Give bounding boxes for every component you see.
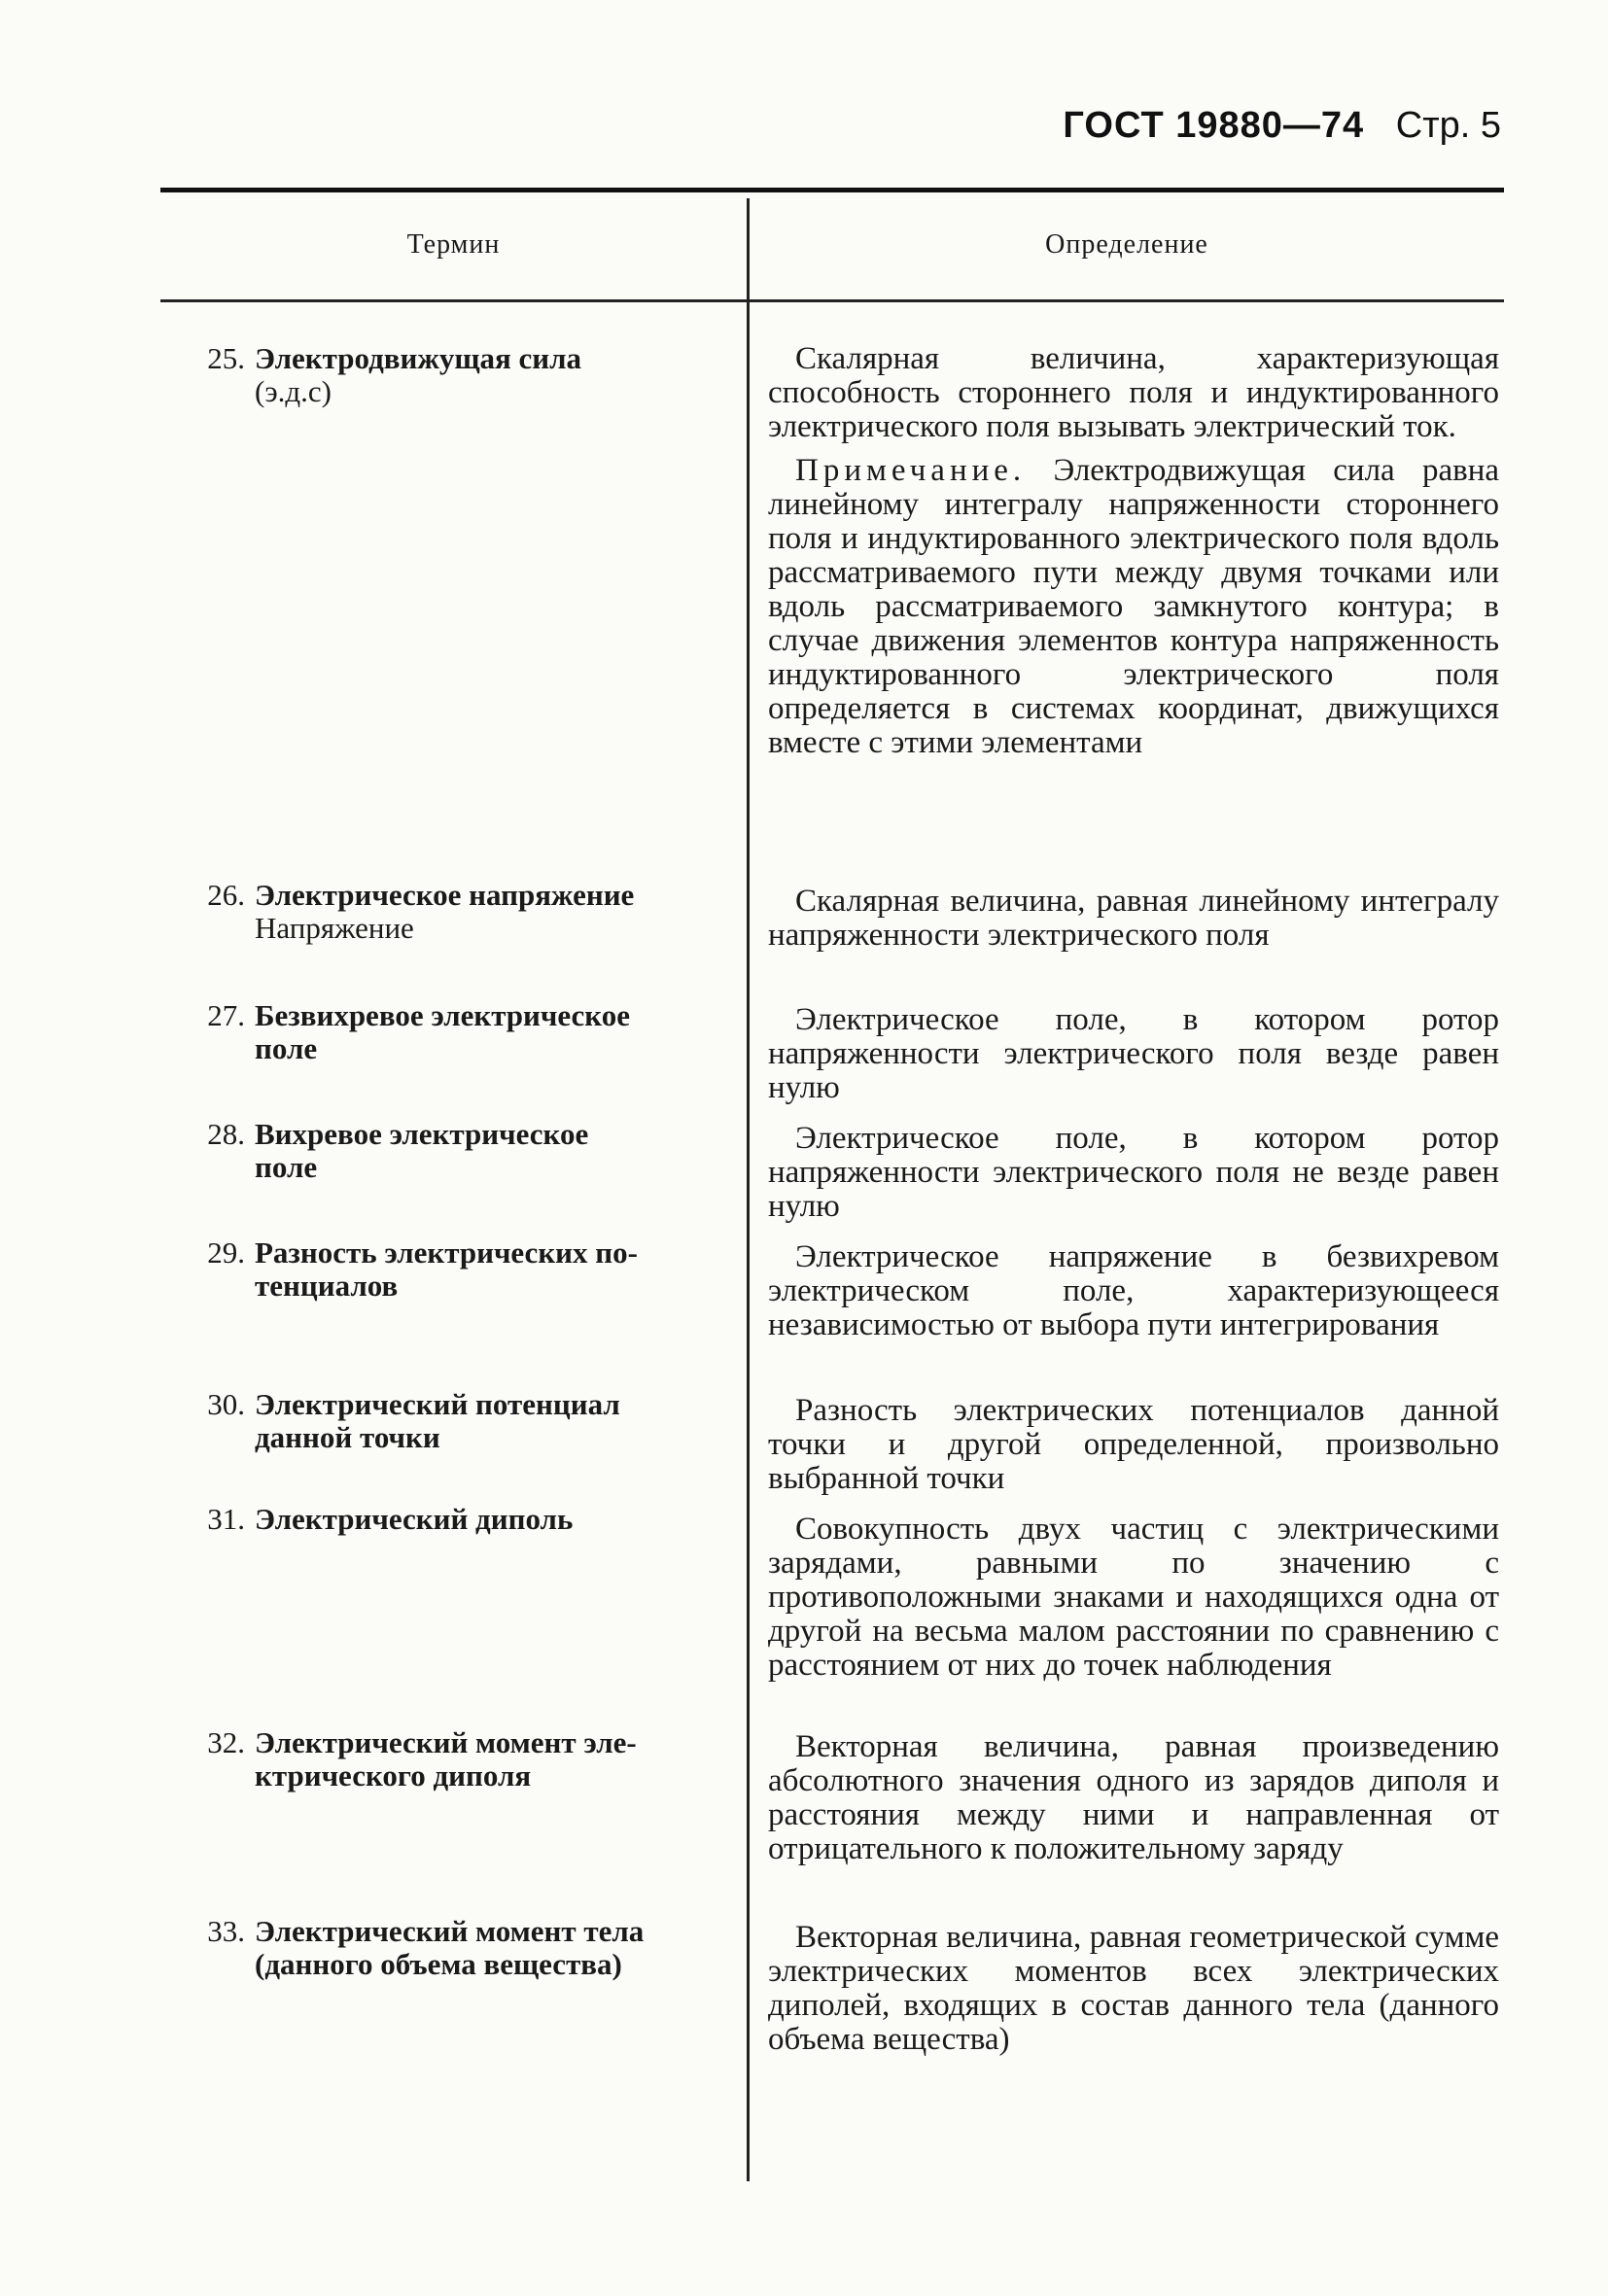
definition-26 [768,885,1499,953]
term-name: Электрическое напряжение [255,878,635,912]
term-25 [185,342,710,408]
standard-number: ГОСТ 19880—74 [1063,105,1365,146]
term-32 [185,1726,710,1792]
definition-text: Скалярная величина, характеризующая способность стороннего поля и индуктированного электрического поля вызывать электрический ток. [768,341,1499,444]
definition-27 [768,1003,1499,1105]
term-30 [185,1388,710,1454]
term-number: 32. [207,1725,245,1759]
note-label: Примечание. [795,453,1027,488]
definition-33 [768,1921,1499,2057]
definition-text: Векторная величина, равная произведению абсолютного значения одного из зарядов диполя и расстояния между ними и направленная от отрицательного к положительному заряду [768,1729,1499,1866]
term-name: Электрический диполь [255,1502,574,1536]
term-name: Электрический потенциал [255,1387,620,1421]
definition-text: Электрическое поле, в котором ротор напряженности электрического поля везде равен нулю [768,1002,1499,1105]
definition-text: Электрическое поле, в котором ротор напряженности электрического поля не везде равен нулю [768,1121,1499,1224]
definition-28 [768,1122,1499,1224]
term-31 [185,1503,710,1536]
term-26 [185,879,710,945]
term-continuation: (данного объема вещества) [255,1947,622,1981]
term-number: 30. [207,1387,245,1421]
top-rule [160,188,1504,192]
note-text: Электродвижущая сила равна линейному интегралу напряженности стороннего поля и индуктированного электрического поля вдоль рассматриваемого пути между двумя точками или вдоль рассматриваемого замкнутого контура; в случае движения элементов контура напряженность индуктированного электрического поля определяется в системах координат, движущихся вместе с этими элементами [768,453,1500,760]
term-continuation: тенциалов [255,1269,399,1303]
term-number: 29. [207,1235,245,1270]
term-number: 27. [207,998,245,1032]
term-29 [185,1236,710,1303]
term-27 [185,999,710,1065]
definition-text: Электрическое напряжение в безвихревом электрическом поле, характеризующееся независимостью от выбора пути интегрирования [768,1239,1499,1342]
term-name: Безвихревое электрическое [255,998,631,1032]
definition-text: Векторная величина, равная геометрической сумме электрических моментов всех электрических диполей, входящих в состав данного тела (данного объема вещества) [768,1920,1499,2057]
term-continuation: данной точки [255,1420,440,1454]
definition-text: Скалярная величина, равная линейному интегралу напряженности электрического поля [768,884,1499,953]
term-number: 31. [207,1502,245,1536]
term-name: Разность электрических по- [255,1235,638,1270]
definition-note [768,454,1499,760]
term-33 [185,1915,710,1981]
definition-text: Совокупность двух частиц с электрическими зарядами, равными по значению с противоположными знаками и находящихся одна от другой на весьма малом расстоянии по сравнению с расстоянием от них до точек наблюдения [768,1512,1499,1683]
definition-32 [768,1730,1499,1866]
term-number: 33. [207,1914,245,1948]
term-name: Электрический момент эле- [255,1725,637,1759]
definition-text: Разность электрических потенциалов данной точки и другой определенной, произвольно выбранной точки [768,1393,1499,1496]
definition-31 [768,1513,1499,1683]
term-name: Вихревое электрическое [255,1117,589,1151]
term-28 [185,1118,710,1184]
term-continuation: поле [255,1150,318,1184]
definition-25 [768,342,1499,760]
term-synonym: (э.д.с) [255,374,332,408]
page-header [1063,105,1501,147]
header-rule [160,299,1504,302]
column-divider [747,198,750,2181]
column-header-term: Термин [406,229,501,260]
term-name: Электродвижущая сила [255,341,582,375]
definition-29 [768,1240,1499,1342]
term-number: 25. [207,341,245,375]
term-continuation: ктрического диполя [255,1758,532,1792]
column-header-definition: Определение [1045,229,1208,260]
term-number: 26. [207,878,245,912]
definition-30 [768,1394,1499,1496]
term-name: Электрический момент тела [255,1914,645,1948]
term-continuation: поле [255,1031,318,1065]
term-number: 28. [207,1117,245,1151]
term-synonym: Напряжение [255,911,414,945]
page-number: Стр. 5 [1395,105,1501,146]
